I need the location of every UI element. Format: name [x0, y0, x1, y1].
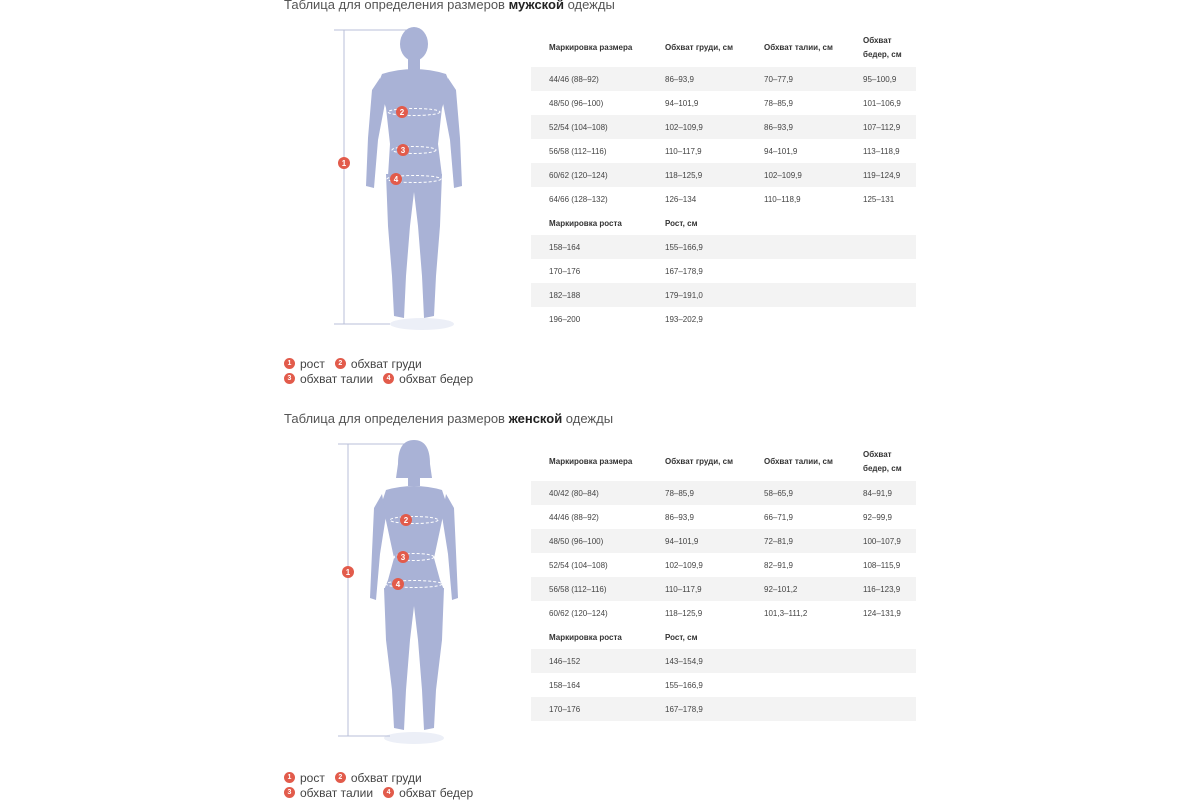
- table-cell: 64/66 (128–132): [549, 194, 608, 204]
- table-cell: Обхват талии, см: [764, 457, 833, 466]
- table-row: [531, 67, 916, 91]
- legend-item-height: 1 рост: [284, 357, 325, 371]
- table-cell: Маркировка размера: [549, 457, 633, 466]
- table-cell: 126–134: [665, 194, 697, 204]
- table-cell: 146–152: [531, 649, 647, 673]
- table-row: [531, 163, 916, 187]
- table-cell: Маркировка размера: [549, 43, 633, 52]
- table-cell: 60/62 (120–124): [531, 163, 647, 187]
- svg-text:1: 1: [345, 568, 351, 577]
- men-legend: [284, 356, 483, 386]
- height-row: [531, 697, 916, 721]
- table-cell: 170–176: [549, 266, 581, 276]
- table-header-row: [531, 443, 916, 481]
- table-cell-empty: [845, 673, 916, 697]
- legend-item-height: 1 рост: [284, 771, 325, 785]
- women-title: Таблица для определения размеров женской одежды: [284, 411, 614, 426]
- table-cell: 110–118,9: [764, 194, 801, 204]
- table-cell: 102–109,9: [665, 560, 703, 570]
- badge-4: 4: [383, 373, 394, 384]
- svg-text:1: 1: [341, 159, 347, 168]
- table-cell: 92–101,2: [746, 577, 845, 601]
- table-cell-empty: [746, 283, 845, 307]
- table-cell: 182–188: [531, 283, 647, 307]
- table-cell: Обхват талии, см: [764, 43, 833, 52]
- table-row: [531, 187, 916, 211]
- table-cell: 92–99,9: [863, 512, 892, 522]
- table-row: [531, 505, 916, 529]
- badge-4: 4: [383, 787, 394, 798]
- table-cell: 84–91,9: [845, 481, 916, 505]
- table-cell: 44/46 (88–92): [549, 512, 599, 522]
- table-cell: 110–117,9: [647, 577, 746, 601]
- table-cell: 86–93,9: [647, 67, 746, 91]
- badge-2: 2: [335, 358, 346, 369]
- table-cell: 179–191,0: [647, 283, 746, 307]
- table-cell: 196–200: [549, 314, 581, 324]
- height-row: [531, 307, 916, 331]
- table-cell: 102–109,9: [647, 115, 746, 139]
- height-header-row: [531, 211, 916, 235]
- table-cell-empty: [845, 283, 916, 307]
- table-cell: Обхват груди, см: [665, 43, 733, 52]
- table-cell: 108–115,9: [863, 560, 901, 570]
- table-cell-empty: [845, 697, 916, 721]
- table-cell-empty: [746, 649, 845, 673]
- height-row: [531, 235, 916, 259]
- table-cell: 170–176: [531, 697, 647, 721]
- table-cell: 78–85,9: [764, 98, 793, 108]
- female-figure: [336, 440, 476, 750]
- table-cell-empty: [845, 211, 916, 235]
- male-figure: [330, 26, 470, 336]
- table-cell: 60/62 (120–124): [549, 608, 608, 618]
- table-cell: 94–101,9: [665, 98, 699, 108]
- women-size-table: [531, 443, 916, 721]
- badge-2: 2: [335, 772, 346, 783]
- table-row: [531, 601, 916, 625]
- table-cell: 44/46 (88–92): [531, 67, 647, 91]
- table-cell: 118–125,9: [647, 163, 746, 187]
- table-cell: 56/58 (112–116): [531, 577, 647, 601]
- table-cell: 193–202,9: [665, 314, 703, 324]
- table-cell: 101,3–111,2: [764, 608, 808, 618]
- table-cell: 167–178,9: [647, 697, 746, 721]
- table-cell: 167–178,9: [665, 266, 703, 276]
- table-cell: 72–81,9: [746, 529, 845, 553]
- table-cell: 56/58 (112–116): [549, 146, 607, 156]
- svg-text:2: 2: [399, 108, 405, 117]
- table-cell-empty: [746, 307, 845, 331]
- table-cell: 66–71,9: [764, 512, 793, 522]
- legend-item-waist: 3 обхват талии: [284, 786, 373, 800]
- height-row: [531, 283, 916, 307]
- height-header-row: [531, 625, 916, 649]
- table-row: [531, 529, 916, 553]
- legend-item-chest: 2 обхват груди: [335, 357, 422, 371]
- height-row: [531, 673, 916, 697]
- table-cell: 58–65,9: [746, 481, 845, 505]
- men-title: Таблица для определения размеров мужской одежды: [284, 0, 615, 12]
- legend-item-waist: 3 обхват талии: [284, 372, 373, 386]
- table-cell: Маркировка роста: [549, 632, 622, 642]
- table-cell: 155–166,9: [665, 680, 703, 690]
- table-header-row: [531, 29, 916, 67]
- table-cell: Маркировка роста: [549, 218, 622, 228]
- table-cell: 113–118,9: [863, 146, 900, 156]
- svg-text:3: 3: [400, 146, 406, 155]
- table-cell: 110–117,9: [665, 146, 702, 156]
- table-cell: 48/50 (96–100): [531, 529, 647, 553]
- svg-text:2: 2: [403, 516, 409, 525]
- table-cell: 94–101,9: [647, 529, 746, 553]
- height-row: [531, 259, 916, 283]
- table-cell: Обхват бедер, см: [863, 36, 902, 59]
- badge-1: 1: [284, 772, 295, 783]
- table-cell: 70–77,9: [746, 67, 845, 91]
- table-cell: 118–125,9: [665, 608, 703, 618]
- table-cell: 52/54 (104–108): [531, 115, 647, 139]
- table-cell-empty: [845, 625, 916, 649]
- table-cell: 124–131,9: [863, 608, 901, 618]
- table-cell: 48/50 (96–100): [549, 98, 604, 108]
- table-cell: 78–85,9: [647, 481, 746, 505]
- table-cell: 52/54 (104–108): [549, 560, 608, 570]
- men-size-table: [531, 29, 916, 331]
- svg-text:4: 4: [393, 175, 399, 184]
- table-row: [531, 139, 916, 163]
- table-cell-empty: [845, 307, 916, 331]
- table-cell-empty: [746, 697, 845, 721]
- table-cell: 40/42 (80–84): [531, 481, 647, 505]
- legend-item-chest: 2 обхват груди: [335, 771, 422, 785]
- table-cell: 158–164: [549, 680, 581, 690]
- table-cell: 119–124,9: [845, 163, 916, 187]
- table-cell: 94–101,9: [764, 146, 798, 156]
- legend-item-hips: 4 обхват бедер: [383, 372, 473, 386]
- height-row: [531, 649, 916, 673]
- table-cell-empty: [845, 649, 916, 673]
- table-cell: 86–93,9: [665, 512, 694, 522]
- table-cell-empty: [845, 259, 916, 283]
- table-cell: 155–166,9: [647, 235, 746, 259]
- table-cell: 86–93,9: [746, 115, 845, 139]
- table-cell: 116–123,9: [845, 577, 916, 601]
- table-cell: 95–100,9: [845, 67, 916, 91]
- table-row: [531, 115, 916, 139]
- table-cell-empty: [845, 235, 916, 259]
- table-row: [531, 577, 916, 601]
- table-cell: Рост, см: [665, 218, 698, 228]
- women-legend: [284, 770, 483, 800]
- badge-3: 3: [284, 787, 295, 798]
- table-row: [531, 553, 916, 577]
- table-cell-empty: [746, 673, 845, 697]
- table-cell-empty: [746, 211, 845, 235]
- table-cell-empty: [746, 259, 845, 283]
- table-cell: 125–131: [863, 194, 895, 204]
- table-cell: 143–154,9: [647, 649, 746, 673]
- table-row: [531, 91, 916, 115]
- table-row: [531, 481, 916, 505]
- table-cell-empty: [746, 235, 845, 259]
- badge-1: 1: [284, 358, 295, 369]
- table-cell: Обхват груди, см: [665, 457, 733, 466]
- table-cell: Обхват бедер, см: [863, 450, 902, 473]
- legend-item-hips: 4 обхват бедер: [383, 786, 473, 800]
- badge-3: 3: [284, 373, 295, 384]
- table-cell: 158–164: [531, 235, 647, 259]
- table-cell: 101–106,9: [863, 98, 901, 108]
- table-cell-empty: [746, 625, 845, 649]
- table-cell: 82–91,9: [764, 560, 793, 570]
- svg-text:3: 3: [400, 553, 406, 562]
- table-cell: Рост, см: [665, 632, 698, 642]
- table-cell: 100–107,9: [845, 529, 916, 553]
- table-cell: 107–112,9: [845, 115, 916, 139]
- table-cell: 102–109,9: [746, 163, 845, 187]
- svg-text:4: 4: [395, 580, 401, 589]
